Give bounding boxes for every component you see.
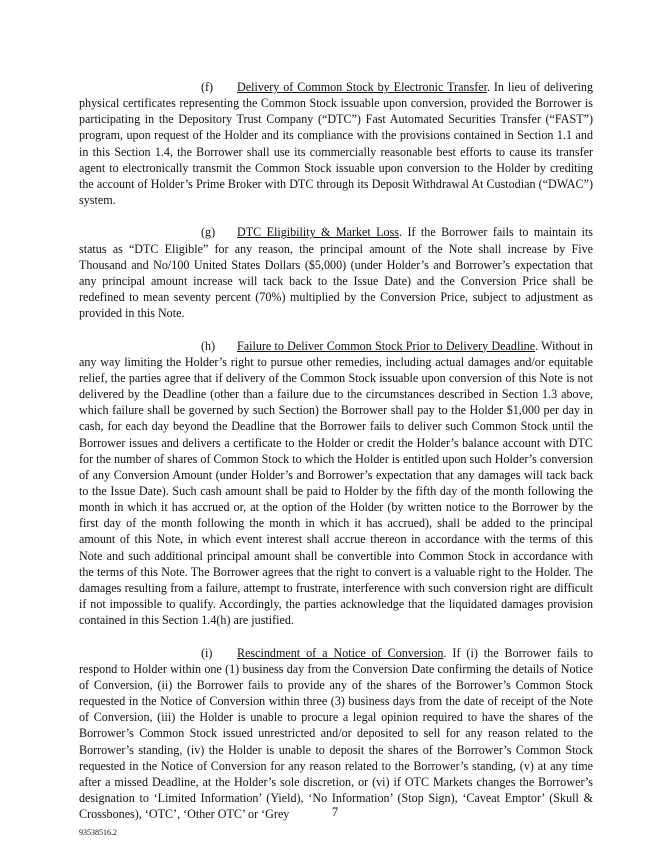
section-g-heading: DTC Eligibility & Market Loss [237,225,400,240]
section-i-paragraph: (i) Rescindment of a Notice of Conversion. If (i) the Borrower fails to respond to Holder within one (1) business day from the Conversion Date confirming the details of Notice of Conversion, (ii) the Borrower fails to provide any of the shares of the Borrower’s Common Stock requested in the Notice of Conversion within three (3) business days from the date of receipt of the Note of Conversion, (iii) the Holder is unable to procure a legal opinion required to have the shares of the Borrower’s Common Stock issued unrestricted and/or deposited to sell for any reason related to the Borrower’s standing, (iv) the Holder is unable to deposit the shares of the Borrower’s Common Stock requested in the Notice of Conversion for any reason related to the Borrower’s standing, (v) at any time after a missed Deadline, at the Holder’s sole discretion, or (vi) if OTC Markets changes the Borrower’s designation to ‘Limited Information’ (Yield), ‘No Information’ (Stop Sign), ‘Caveat Emptor’ (Skull & Crossbones), ‘OTC’, ‘Other OTC’ or ‘Grey [79,645,594,822]
section-g-label: (g) [201,225,216,240]
document-body [79,79,593,838]
section-i-body: If (i) the Borrower fails to respond to Holder within one (1) business day from the Conversion Date confirming the details of Notice of Conversion, (ii) the Borrower fails to provide any of the shares of the Borrower’s Common Stock requested in the Notice of Conversion within three (3) business days from the date of receipt of the Note of Conversion, (iii) the Holder is unable to procure a legal opinion required to have the shares of the Borrower’s Common Stock issued unrestricted and/or deposited to sell for any reason related to the Borrower’s standing, (iv) the Holder is unable to deposit the shares of the Borrower’s Common Stock requested in the Notice of Conversion for any reason related to the Borrower’s standing, (v) at any time after a missed Deadline, at the Holder’s sole discretion, or (vi) if OTC Markets changes the Borrower’s designation to ‘Limited Information’ (Yield), ‘No Information’ (Stop Sign), ‘Caveat Emptor’ (Skull & Crossbones), ‘OTC’, ‘Other OTC’ or ‘Grey [79,645,594,822]
section-f-body: In lieu of delivering physical certificates representing the Common Stock issuable upon conversion, provided the Borrower is participating in the Depository Trust Company (“DTC”) Fast Automated Securities Transfer (“FAST”) program, upon request of the Holder and its compliance with the provisions contained in Section 1.1 and in this Section 1.4, the Borrower shall use its commercially reasonable best efforts to cause its transfer agent to electronically transmit the Common Stock issuable upon conversion to the Holder by crediting the account of Holder’s Prime Broker with DTC through its Deposit Withdrawal At Custodian (“DWAC”) system. [79,80,593,208]
document-id: 93538516.2 [79,828,117,837]
section-h-label: (h) [201,338,216,353]
section-h-heading: Failure to Deliver Common Stock Prior to Delivery Deadline [237,338,536,353]
section-i-label: (i) [201,645,213,660]
section-h-paragraph: (h) Failure to Deliver Common Stock Prior to Delivery Deadline. Without in any way limiting the Holder’s right to pursue other remedies, including actual damages and/or equitable relief, the parties agree that if delivery of the Common Stock issuable upon conversion of this Note is not delivered by the Deadline (other than a failure due to the circumstances described in Section 1.3 above, which failure shall be governed by such Section) the Borrower shall pay to the Holder $1,000 per day in cash, for each day beyond the Deadline that the Borrower fails to deliver such Common Stock until the Borrower issues and delivers a certificate to the Holder or credit the Holder’s balance account with DTC for the number of shares of Common Stock to which the Holder is entitled upon such Holder’s conversion of any Conversion Amount (under Holder’s and Borrower’s expectation that any damages will tack back to the Issue Date). Such cash amount shall be paid to Holder by the fifth day of the month following the month in which it has accrued or, at the option of the Holder (by written notice to the Borrower by the first day of the month following the month in which it has accrued), shall be added to the principal amount of this Note, in which event interest shall accrue thereon in accordance with the terms of this Note and such additional principal amount shall be convertible into Common Stock in accordance with the terms of this Note. The Borrower agrees that the right to convert is a valuable right to the Holder. The damages resulting from a failure, attempt to frustrate, interference with such conversion right are difficult if not impossible to qualify. Accordingly, the parties acknowledge that the liquidated damages provision contained in this Section 1.4(h) are justified. [79,338,593,628]
section-g-body: If the Borrower fails to maintain its status as “DTC Eligible” for any reason, the principal amount of the Note shall increase by Five Thousand and No/100 United States Dollars ($5,000) (under Holder’s and Borrower’s expectation that any principal amount increase will tack back to the Issue Date) and the Conversion Price shall be redefined to mean seventy percent (70%) multiplied by the Conversion Price, subject to adjustment as provided in this Note. [79,225,593,321]
section-f-heading: Delivery of Common Stock by Electronic Transfer [237,80,487,94]
section-f-paragraph: (f) Delivery of Common Stock by Electronic Transfer. In lieu of delivering physical certificates representing the Common Stock issuable upon conversion, provided the Borrower is participating in the Depository Trust Company (“DTC”) Fast Automated Securities Transfer (“FAST”) program, upon request of the Holder and its compliance with the provisions contained in Section 1.1 and in this Section 1.4, the Borrower shall use its commercially reasonable best efforts to cause its transfer agent to electronically transmit the Common Stock issuable upon conversion to the Holder by crediting the account of Holder’s Prime Broker with DTC through its Deposit Withdrawal At Custodian (“DWAC”) system. [79,80,593,208]
section-i-heading: Rescindment of a Notice of Conversion [237,645,444,660]
section-h-body: Without in any way limiting the Holder’s right to pursue other remedies, including actual damages and/or equitable relief, the parties agree that if delivery of the Common Stock issuable upon conversion of this Note is not delivered by the Deadline (other than a failure due to the circumstances described in Section 1.3 above, which failure shall be governed by such Section) the Borrower shall pay to the Holder $1,000 per day in cash, for each day beyond the Deadline that the Borrower fails to deliver such Common Stock until the Borrower issues and delivers a certificate to the Holder or credit the Holder’s balance account with DTC for the number of shares of Common Stock to which the Holder is entitled upon such Holder’s conversion of any Conversion Amount (under Holder’s and Borrower’s expectation that any damages will tack back to the Issue Date). Such cash amount shall be paid to Holder by the fifth day of the month following the month in which it has accrued or, at the option of the Holder (by written notice to the Borrower by the first day of the month following the month in which it has accrued), shall be added to the principal amount of this Note, in which event interest shall accrue thereon in accordance with the terms of this Note and such additional principal amount shall be convertible into Common Stock in accordance with the terms of this Note. The Borrower agrees that the right to convert is a valuable right to the Holder. The damages resulting from a failure, attempt to frustrate, interference with such conversion right are difficult if not impossible to qualify. Accordingly, the parties acknowledge that the liquidated damages provision contained in this Section 1.4(h) are justified. [79,338,593,628]
section-f-label: (f) [201,80,214,94]
section-g-paragraph: (g) DTC Eligibility & Market Loss. If the Borrower fails to maintain its status as “DTC Eligible” for any reason, the principal amount of the Note shall increase by Five Thousand and No/100 United States Dollars ($5,000) (under Holder’s and Borrower’s expectation that any principal amount increase will tack back to the Issue Date) and the Conversion Price shall be redefined to mean seventy percent (70%) multiplied by the Conversion Price, subject to adjustment as provided in this Note. [79,225,593,321]
page-number: 7 [331,805,339,819]
